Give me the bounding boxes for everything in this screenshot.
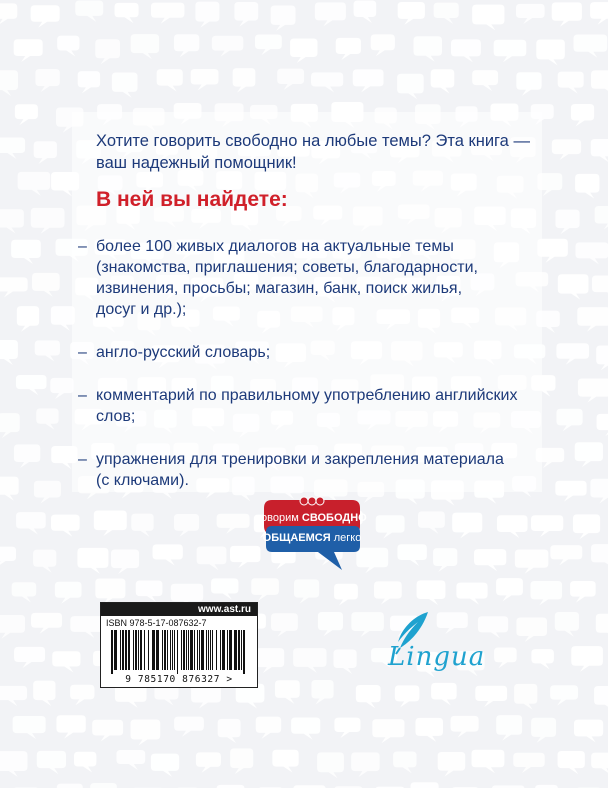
barcode-bar (210, 630, 211, 670)
bubble-shape (475, 686, 507, 707)
bubble-shape (35, 340, 60, 361)
bubble-shape (418, 511, 445, 534)
bubble-shape (374, 581, 402, 604)
bubble-shape (555, 481, 586, 502)
bubble-shape (233, 68, 256, 92)
bubble-shape (0, 413, 20, 438)
bubble-shape (218, 719, 241, 743)
bubble-shape (496, 715, 522, 741)
bubble-shape (50, 378, 73, 399)
barcode-icon (109, 630, 249, 674)
bubble-shape (174, 514, 199, 537)
bubble-shape (13, 716, 46, 739)
bubble-shape (151, 754, 179, 777)
bubble-shape (494, 40, 527, 62)
barcode-number: 9 785170 876327 > (125, 674, 233, 685)
bubble-shape (75, 0, 103, 21)
bubble-shape (271, 613, 298, 637)
bubble-shape (456, 583, 487, 605)
bubble-shape (256, 717, 281, 739)
barcode-bar (114, 630, 117, 670)
barcode-bar (220, 630, 221, 670)
bubble-shape (37, 751, 66, 774)
bubble-shape (590, 2, 608, 25)
bubble-shape (271, 6, 296, 31)
bubble-shape (191, 69, 219, 91)
barcode-bar (197, 630, 198, 670)
bubble-shape (438, 752, 466, 777)
bubble-shape (393, 752, 416, 774)
bubble-shape (151, 3, 184, 24)
bubble-shape (18, 172, 51, 196)
bubble-shape (111, 549, 139, 574)
barcode-bar (122, 630, 124, 670)
list-item-line: более 100 живых диалогов на актуальные темы (96, 238, 454, 255)
bubble-shape (555, 210, 579, 235)
bubble-shape (12, 582, 37, 602)
barcode-bar (222, 630, 225, 670)
bubble-shape (31, 5, 60, 27)
bubble-shape (514, 684, 537, 710)
bubble-shape (574, 720, 603, 743)
bubble-shape (56, 715, 85, 738)
barcode-bar (188, 630, 189, 670)
list-item (78, 236, 548, 320)
bubble-shape (472, 70, 498, 91)
bubble-shape (531, 649, 553, 669)
bubble-shape (573, 514, 600, 539)
bubble-shape (272, 750, 298, 773)
bubble-shape (591, 139, 608, 162)
bubble-shape (311, 680, 333, 704)
barcode-bar (125, 630, 127, 670)
barcode-bar (177, 630, 178, 674)
feature-list (78, 236, 548, 513)
list-dash: – (78, 451, 87, 468)
list-item (78, 385, 548, 427)
logo-text: Lingua (388, 642, 486, 672)
bubble-shape (14, 444, 40, 468)
barcode-bar (162, 630, 163, 670)
list-item-line: (с ключами). (96, 472, 189, 489)
bubble-shape (131, 720, 161, 746)
bubble-shape (211, 578, 238, 599)
barcode-bar (194, 630, 195, 670)
bubble-shape (0, 615, 25, 639)
bubble-shape (592, 276, 608, 299)
list-item (78, 342, 548, 363)
bubble-shape (217, 514, 250, 534)
bubble-shape (571, 104, 594, 126)
bubble-shape (334, 584, 358, 606)
barcode-bar (183, 630, 185, 670)
bubble-shape (33, 681, 55, 706)
barcode-bar (164, 630, 166, 670)
bubble-shape (333, 649, 356, 673)
bubble-shape (131, 514, 153, 537)
bubble-shape (556, 343, 589, 364)
barcode-bar (234, 630, 237, 670)
bubble-shape (515, 550, 549, 574)
bubble-shape (591, 753, 608, 775)
bubble-shape (234, 2, 258, 27)
bubble-shape (95, 578, 125, 604)
bubble-shape (434, 3, 459, 24)
bubble-shape (578, 378, 608, 402)
bubble-shape (291, 717, 320, 739)
bubble-shape (33, 550, 56, 573)
section-heading: В ней вы найдете: (96, 188, 288, 211)
list-dash: – (78, 238, 87, 255)
bubble-shape (575, 174, 599, 199)
bubble-shape (395, 685, 420, 707)
bubble-shape (74, 752, 96, 773)
bubble-shape (95, 39, 120, 64)
barcode-bar (170, 630, 171, 670)
barcode-bar (167, 630, 168, 670)
bubble-shape (471, 750, 504, 774)
bubble-shape (0, 340, 18, 365)
bubble-shape (195, 2, 219, 28)
badge-line-1: говорим СВОБОДНО (257, 512, 367, 524)
bubble-shape (0, 277, 28, 297)
barcode-bar (138, 630, 139, 670)
bubble-shape (196, 752, 221, 773)
bubble-shape (516, 617, 547, 641)
bubble-shape (16, 375, 47, 395)
bubble-shape (571, 646, 603, 672)
bubble-shape (255, 35, 282, 56)
bubble-shape (16, 512, 46, 534)
bubble-shape (451, 716, 479, 738)
bubble-shape (36, 408, 58, 429)
bubble-shape (14, 647, 45, 668)
list-item (78, 449, 548, 491)
bubble-shape (550, 685, 578, 705)
bubble-shape (531, 515, 563, 537)
barcode-bar (199, 630, 200, 670)
bubble-shape (318, 612, 343, 636)
bubble-shape (293, 648, 326, 673)
bubble-shape (0, 547, 16, 567)
bubble-shape (311, 72, 343, 92)
bubble-shape (516, 4, 545, 24)
bubble-shape (52, 651, 80, 672)
bubble-shape (174, 34, 199, 57)
isbn-label: ISBN 978-5-17-087632-7 (106, 618, 207, 628)
bubble-shape (174, 717, 204, 737)
bubble-shape (212, 36, 243, 57)
list-dash: – (78, 344, 87, 361)
bubble-shape (32, 273, 60, 297)
bubble-shape (0, 686, 27, 706)
bubble-shape (290, 39, 317, 63)
bubble-shape (14, 39, 43, 62)
bubble-shape (575, 442, 603, 467)
barcode-bar (212, 630, 213, 670)
bubble-shape (594, 686, 608, 711)
barcode-bar (241, 630, 242, 670)
series-badge (256, 494, 368, 574)
bubble-shape (452, 513, 482, 539)
bubble-shape (596, 346, 608, 371)
list-item-line: англо-русский словарь; (96, 344, 271, 361)
bubble-shape (595, 206, 608, 229)
bubble-shape (415, 718, 443, 742)
bubble-shape (536, 39, 565, 65)
bubble-shape (131, 34, 159, 59)
list-item-line: (знакомства, приглашения; советы, благодарности, (96, 259, 478, 276)
lingua-logo (388, 608, 508, 688)
bubble-shape (251, 578, 279, 601)
bubble-shape (353, 69, 384, 92)
bubble-shape (114, 3, 138, 23)
bubble-shape (77, 548, 108, 574)
bubble-shape (590, 479, 608, 504)
bubble-shape (558, 751, 585, 774)
barcode-bar (156, 630, 159, 670)
bubble-shape (552, 139, 581, 160)
bubble-shape (70, 685, 94, 706)
list-dash: – (78, 387, 87, 404)
bubble-shape (513, 753, 544, 773)
bubble-shape (0, 138, 25, 160)
bubble-shape (31, 613, 62, 634)
bubble-shape (0, 751, 27, 777)
bubble-shape (531, 718, 556, 743)
bubble-shape (0, 477, 19, 501)
bubble-shape (577, 307, 608, 332)
barcode-bar (208, 630, 209, 670)
barcode-bar (111, 630, 113, 674)
bubble-shape (55, 582, 82, 604)
bubble-shape (34, 481, 61, 504)
bubble-shape (255, 648, 284, 673)
bubble-shape (136, 580, 163, 602)
bubble-shape (153, 544, 183, 565)
bubble-shape (15, 104, 38, 125)
badge-line-2: ОБЩАЕМСЯ легко (262, 532, 362, 544)
bubble-shape (558, 274, 589, 299)
barcode-bar (128, 630, 130, 670)
barcode-bar (135, 630, 137, 670)
bubble-shape (431, 69, 455, 93)
bubble-shape (230, 748, 253, 774)
bubble-shape (34, 141, 57, 164)
bubble-shape (351, 752, 380, 777)
bubble-shape (550, 545, 582, 565)
bubble-shape (555, 612, 579, 637)
barcode-bar (174, 630, 175, 670)
bubble-shape (397, 544, 426, 566)
bubble-shape (0, 3, 17, 24)
barcode-block (100, 602, 258, 688)
barcode-bar (144, 630, 145, 670)
barcode-bar (120, 630, 121, 670)
bubble-shape (570, 581, 596, 603)
bubble-shape (414, 36, 442, 61)
bubble-shape (11, 240, 41, 264)
bubble-shape (0, 209, 24, 233)
intro-line-1: Хотите говорить свободно на любые темы? Эта книга — (96, 132, 530, 150)
bubble-shape (410, 782, 438, 788)
bubble-shape (336, 38, 361, 60)
bubble-shape (157, 69, 183, 92)
bubble-shape (35, 69, 59, 92)
bubble-shape (376, 515, 405, 538)
barcode-bar (201, 630, 204, 670)
barcode-bar (140, 630, 142, 670)
bubble-shape (575, 242, 608, 264)
bubble-shape (51, 515, 80, 537)
list-item-line: упражнения для тренировки и закрепления материала (96, 451, 504, 468)
bubble-shape (417, 580, 446, 605)
publisher-site: www.ast.ru (101, 603, 257, 616)
bubble-shape (294, 579, 319, 603)
bubble-shape (57, 784, 83, 788)
barcode-bar (227, 630, 228, 670)
bubble-shape (0, 70, 18, 96)
barcode-bar (186, 630, 187, 670)
bubble-shape (57, 36, 79, 57)
bubble-shape (92, 720, 123, 742)
bubble-shape (474, 549, 506, 571)
bubble-shape (472, 5, 504, 31)
bubble-shape (90, 783, 117, 788)
bubble-shape (31, 208, 65, 234)
list-item-line: извинения, просьбы; магазин, банк, поиск жилья, (96, 280, 463, 297)
bubble-shape (451, 39, 481, 62)
bubble-shape (591, 70, 608, 94)
list-item-line: слов; (96, 408, 136, 425)
bubble-shape (591, 544, 608, 568)
bubble-shape (78, 71, 100, 93)
barcode-bar (229, 630, 232, 670)
bubble-shape (354, 1, 377, 23)
barcode-bar (238, 630, 240, 670)
barcode-bar (148, 630, 149, 670)
bubble-shape (275, 680, 300, 704)
barcode-bar (172, 630, 173, 670)
barcode-bar (152, 630, 155, 670)
bubble-shape (197, 546, 227, 570)
barcode-bar (243, 630, 245, 674)
bubble-shape (277, 69, 304, 90)
barcode-bar (181, 630, 182, 670)
bubble-shape (433, 548, 457, 572)
bubble-shape (574, 34, 608, 57)
bubble-shape (94, 510, 127, 536)
bubble-shape (558, 72, 584, 94)
bubble-shape (372, 719, 404, 743)
list-item-line: досуг и др.); (96, 301, 187, 318)
bubble-shape (17, 306, 39, 332)
bubble-shape (516, 72, 541, 96)
bubble-shape (371, 34, 395, 56)
bubble-shape (315, 2, 346, 26)
barcode-bar (190, 630, 193, 670)
intro-line-2: ваш надежный помощник! (96, 154, 297, 172)
bubble-shape (597, 414, 608, 436)
bubble-shape (596, 614, 608, 639)
bubble-shape (356, 685, 381, 708)
bubble-shape (397, 74, 424, 100)
bubble-shape (556, 409, 582, 432)
bubble-shape (552, 2, 582, 26)
barcode-bar (133, 630, 134, 670)
intro-text (96, 130, 546, 174)
bubble-shape (317, 752, 344, 778)
bubble-shape (496, 578, 523, 601)
list-item-line: комментарий по правильному употреблению английских (96, 387, 518, 404)
bubble-shape (398, 2, 425, 25)
bubble-shape (530, 581, 562, 605)
barcode-bar (206, 630, 207, 670)
barcode-bar (216, 630, 217, 670)
bubble-shape (497, 515, 528, 538)
bubble-shape (116, 750, 145, 770)
bubble-shape (112, 72, 138, 97)
bubble-shape (334, 718, 360, 738)
bubble-shape (351, 612, 384, 637)
